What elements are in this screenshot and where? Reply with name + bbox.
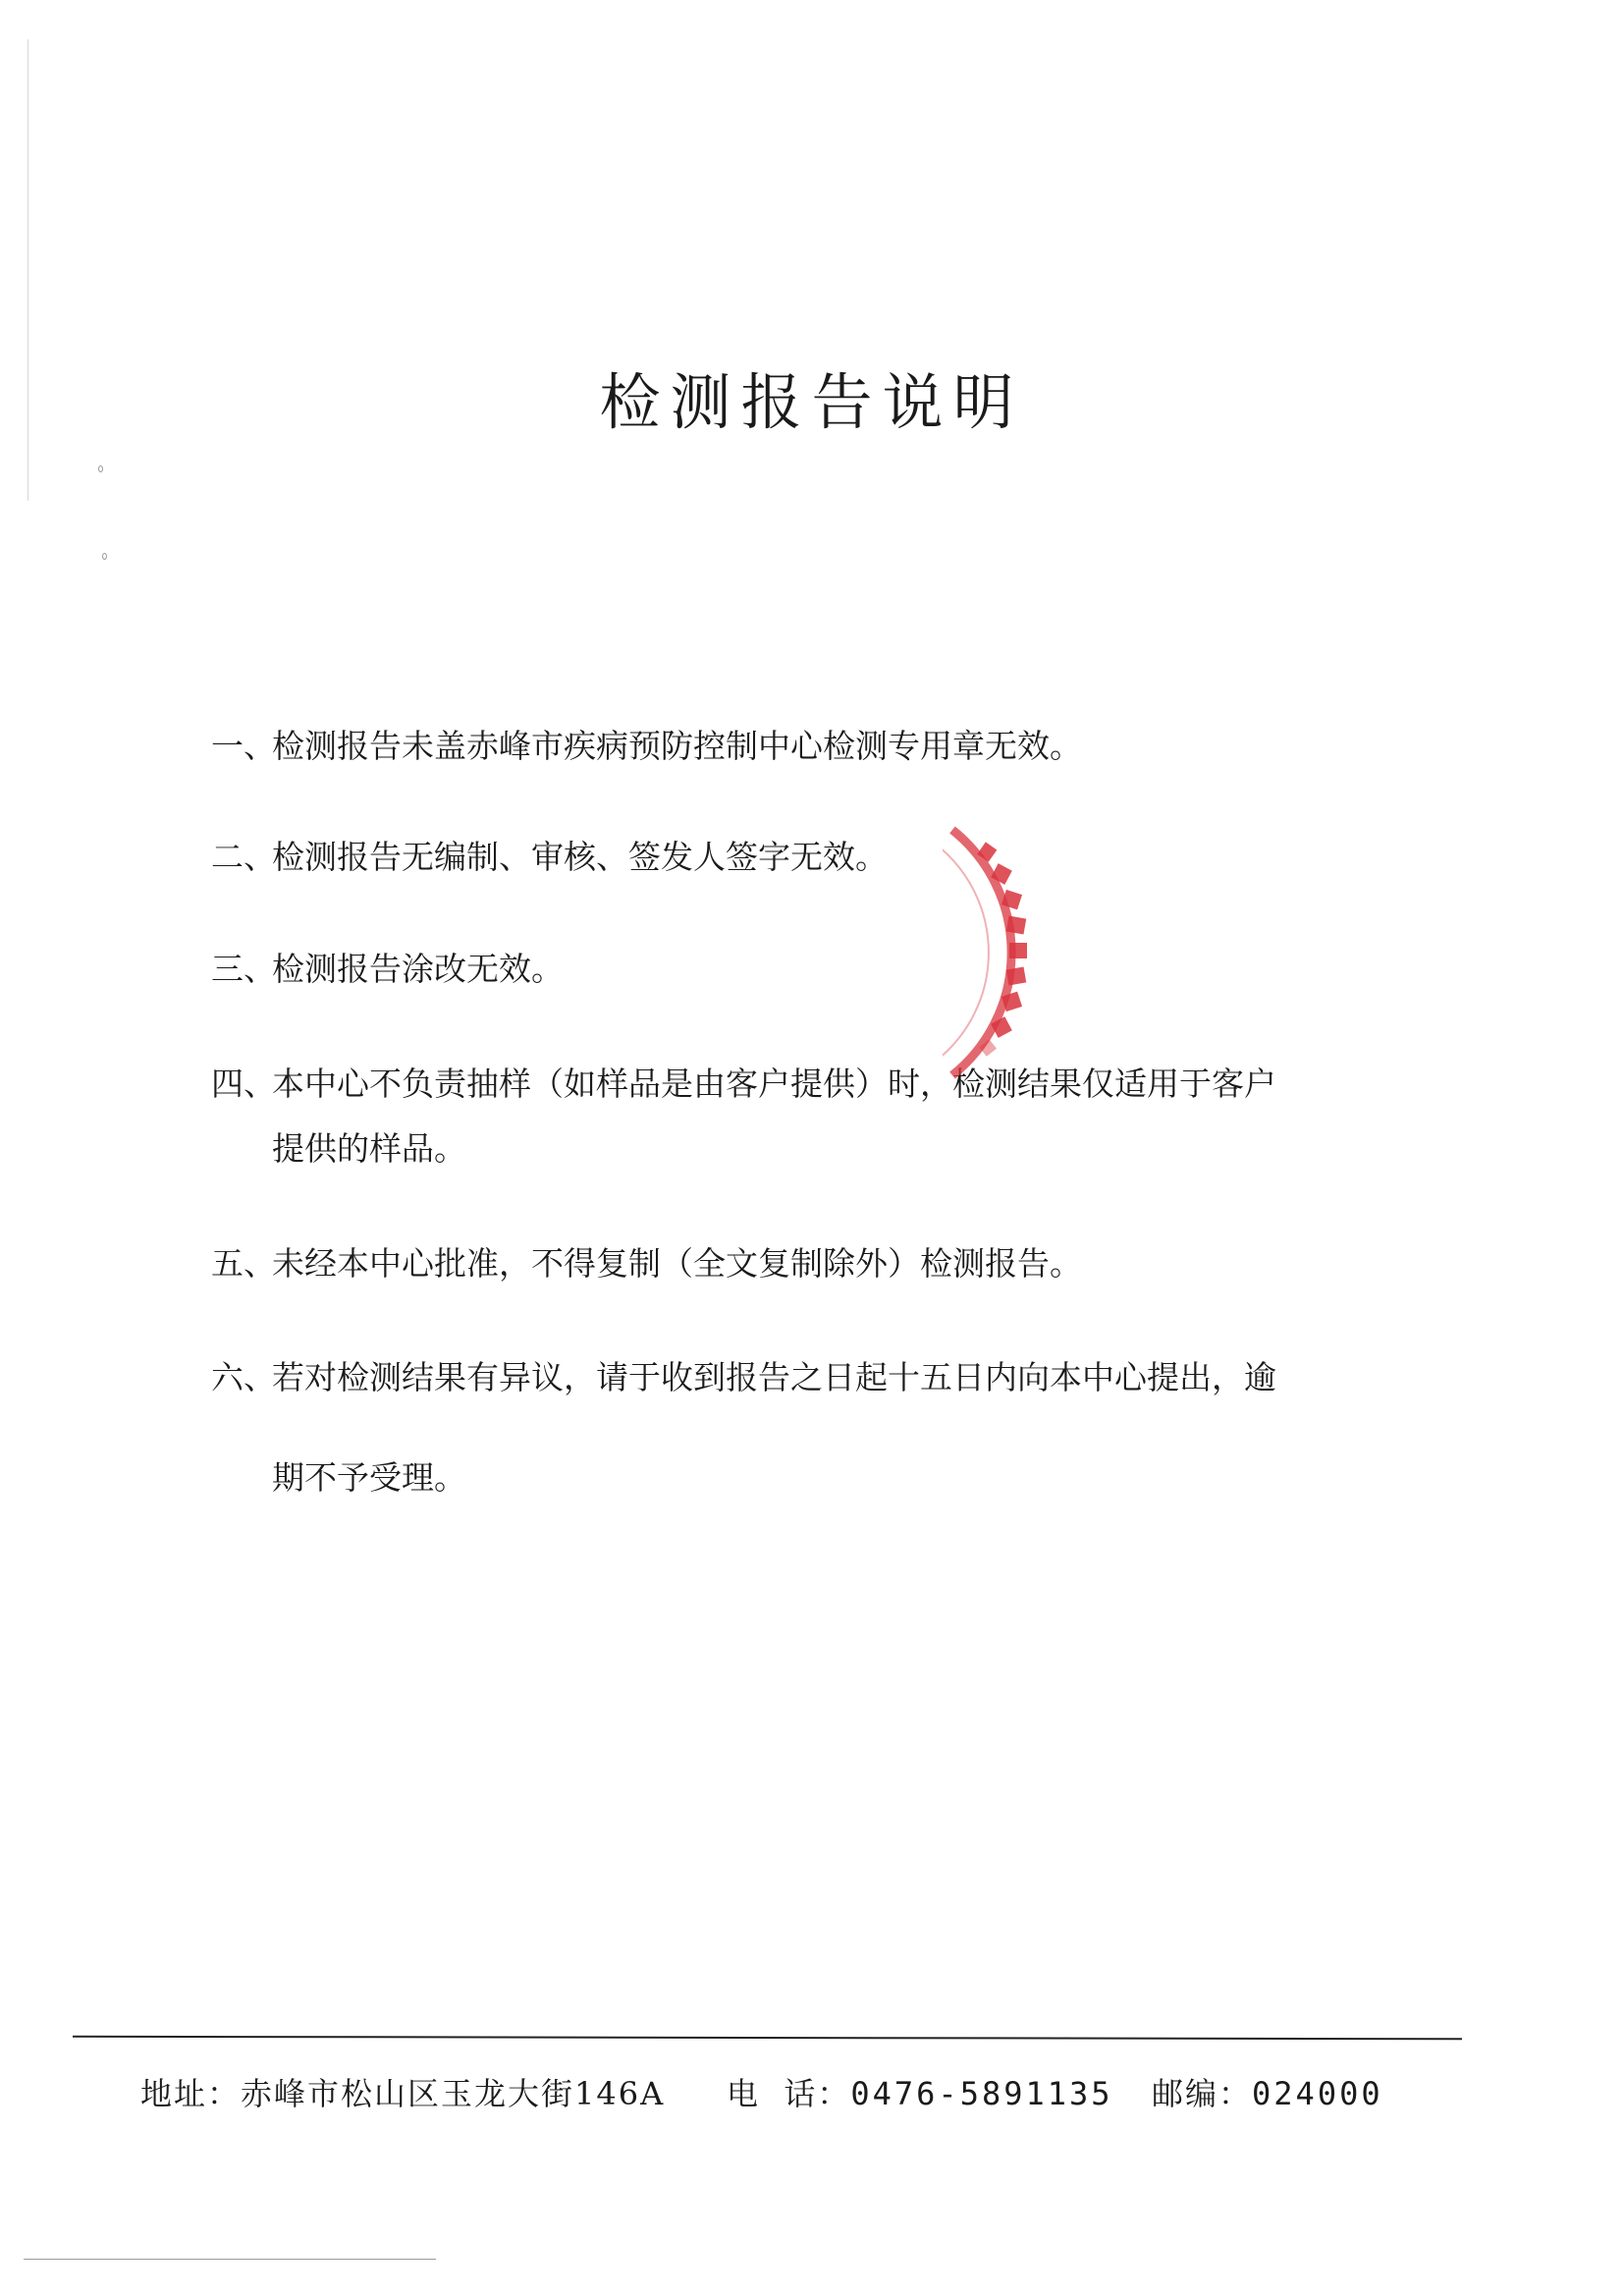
item-1 bbox=[211, 727, 1082, 766]
item-text: 检测报告无编制、审核、签发人签字无效。 bbox=[272, 838, 888, 876]
address-label: 地址： bbox=[140, 2075, 242, 2112]
item-number: 一、 bbox=[211, 727, 276, 765]
footer-address bbox=[140, 2074, 665, 2113]
postcode-label: 邮编： bbox=[1152, 2075, 1253, 2112]
item-number: 四、 bbox=[211, 1065, 276, 1103]
address-value: 赤峰市松山区玉龙大街146A bbox=[241, 2075, 666, 2112]
item-text: 检测报告未盖赤峰市疾病预防控制中心检测专用章无效。 bbox=[272, 727, 1082, 765]
item-number: 五、 bbox=[211, 1244, 276, 1283]
footer-postcode bbox=[1152, 2074, 1383, 2113]
scan-bottom-line bbox=[24, 2259, 436, 2260]
item-number: 三、 bbox=[211, 950, 276, 988]
postcode-value: 024000 bbox=[1252, 2075, 1383, 2112]
item-6 bbox=[211, 1358, 1276, 1397]
item-text: 检测报告涂改无效。 bbox=[272, 950, 564, 988]
item-4 bbox=[211, 1065, 1276, 1104]
phone-label: 电 话： bbox=[727, 2075, 851, 2112]
item-6-continuation: 期不予受理。 bbox=[272, 1458, 466, 1497]
footer-phone bbox=[727, 2074, 1113, 2113]
phone-value: 0476-5891135 bbox=[850, 2075, 1113, 2112]
item-text: 若对检测结果有异议，请于收到报告之日起十五日内向本中心提出，逾 bbox=[272, 1358, 1276, 1396]
item-5 bbox=[211, 1244, 1082, 1284]
item-2 bbox=[211, 838, 888, 877]
item-number: 二、 bbox=[211, 838, 276, 876]
footer-divider bbox=[73, 2036, 1462, 2040]
item-4-continuation: 提供的样品。 bbox=[272, 1129, 466, 1168]
page-title: 检测报告说明 bbox=[599, 366, 1024, 438]
scan-dot-mark bbox=[102, 553, 107, 560]
item-text: 本中心不负责抽样（如样品是由客户提供）时，检测结果仅适用于客户 bbox=[272, 1065, 1276, 1103]
item-3 bbox=[211, 950, 564, 989]
item-text: 未经本中心批准，不得复制（全文复制除外）检测报告。 bbox=[272, 1244, 1082, 1283]
official-seal bbox=[943, 825, 1070, 1080]
scan-dot-mark bbox=[98, 465, 103, 472]
item-number: 六、 bbox=[211, 1358, 276, 1396]
